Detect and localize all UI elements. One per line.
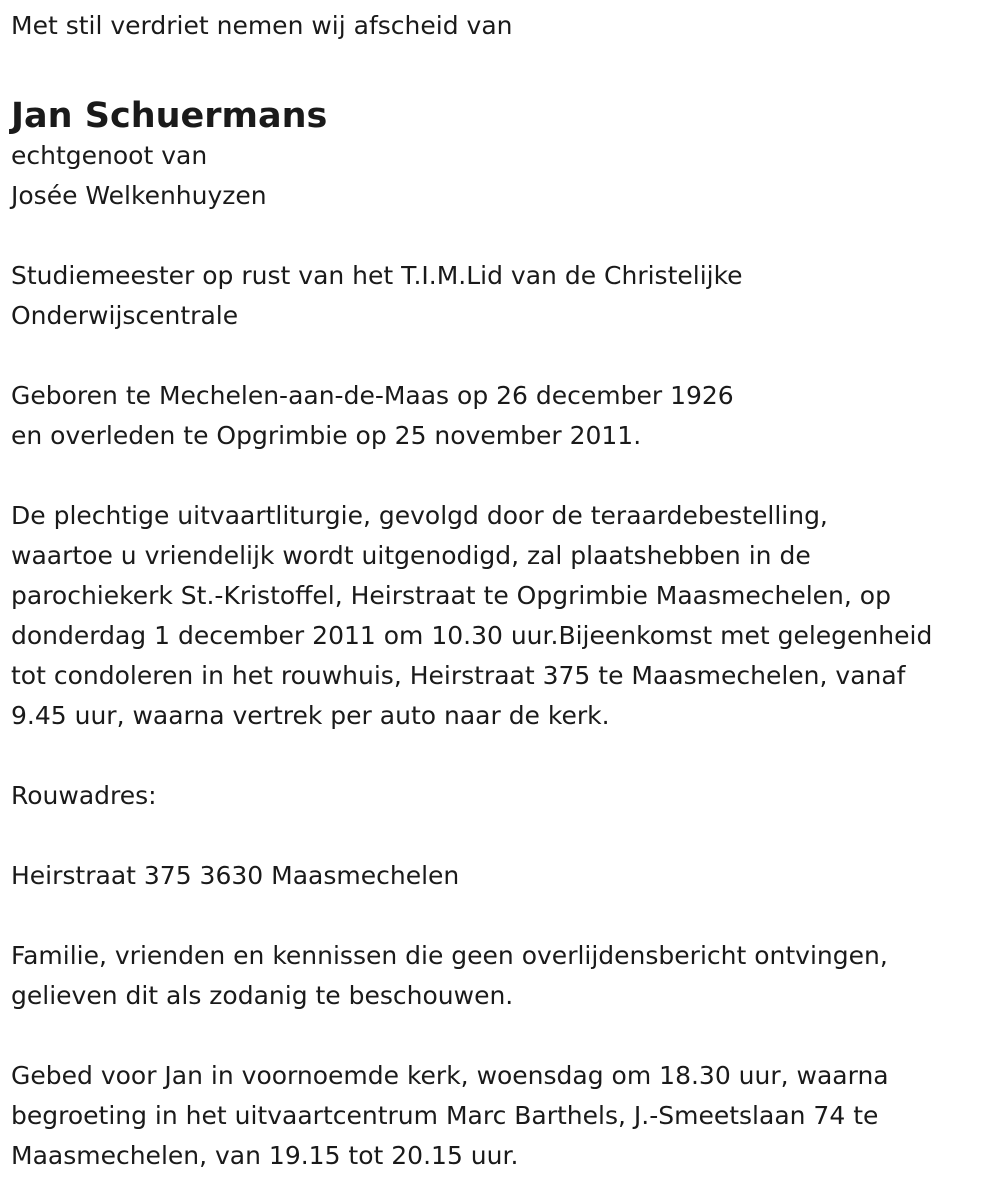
spacer (11, 46, 991, 96)
spacer (11, 1016, 991, 1056)
spouse-block (11, 136, 991, 216)
prayer-block (11, 1056, 991, 1176)
spacer (11, 736, 991, 776)
spacer (11, 896, 991, 936)
prayer-line: Gebed voor Jan in voornoemde kerk, woensdag om 18.30 uur, waarna (11, 1061, 889, 1090)
spouse-name: Josée Welkenhuyzen (11, 181, 267, 210)
spacer (11, 456, 991, 496)
address-label: Rouwadres: (11, 781, 157, 810)
family-note-block (11, 936, 991, 1016)
intro-text: Met stil verdriet nemen wij afscheid van (11, 11, 513, 40)
address-value: Heirstraat 375 3630 Maasmechelen (11, 861, 460, 890)
deceased-name: Jan Schuermans (11, 96, 328, 136)
prayer-line: begroeting in het uitvaartcentrum Marc Barthels, J.-Smeetslaan 74 te (11, 1101, 879, 1130)
spacer (11, 216, 991, 256)
occupation-line: Studiemeester op rust van het T.I.M.Lid van de Christelijke (11, 261, 743, 290)
funeral-line: donderdag 1 december 2011 om 10.30 uur.Bijeenkomst met gelegenheid (11, 621, 933, 650)
funeral-line: parochiekerk St.-Kristoffel, Heirstraat te Opgrimbie Maasmechelen, op (11, 581, 891, 610)
spacer (11, 816, 991, 856)
birth-death-block (11, 376, 991, 456)
funeral-line: tot condoleren in het rouwhuis, Heirstraat 375 te Maasmechelen, vanaf (11, 661, 906, 690)
occupation-line: Onderwijscentrale (11, 301, 239, 330)
spacer (11, 336, 991, 376)
funeral-line: waartoe u vriendelijk wordt uitgenodigd, zal plaatshebben in de (11, 541, 811, 570)
funeral-block (11, 496, 991, 736)
family-note-line: gelieven dit als zodanig te beschouwen. (11, 981, 514, 1010)
prayer-line: Maasmechelen, van 19.15 tot 20.15 uur. (11, 1141, 519, 1170)
funeral-line: De plechtige uitvaartliturgie, gevolgd door de teraardebestelling, (11, 501, 828, 530)
occupation-block (11, 256, 991, 336)
funeral-line: 9.45 uur, waarna vertrek per auto naar de kerk. (11, 701, 610, 730)
birth-line: Geboren te Mechelen-aan-de-Maas op 26 december 1926 (11, 381, 734, 410)
spouse-label: echtgenoot van (11, 141, 208, 170)
family-note-line: Familie, vrienden en kennissen die geen overlijdensbericht ontvingen, (11, 941, 888, 970)
death-line: en overleden te Opgrimbie op 25 november 2011. (11, 421, 642, 450)
obituary-notice (11, 6, 991, 1176)
